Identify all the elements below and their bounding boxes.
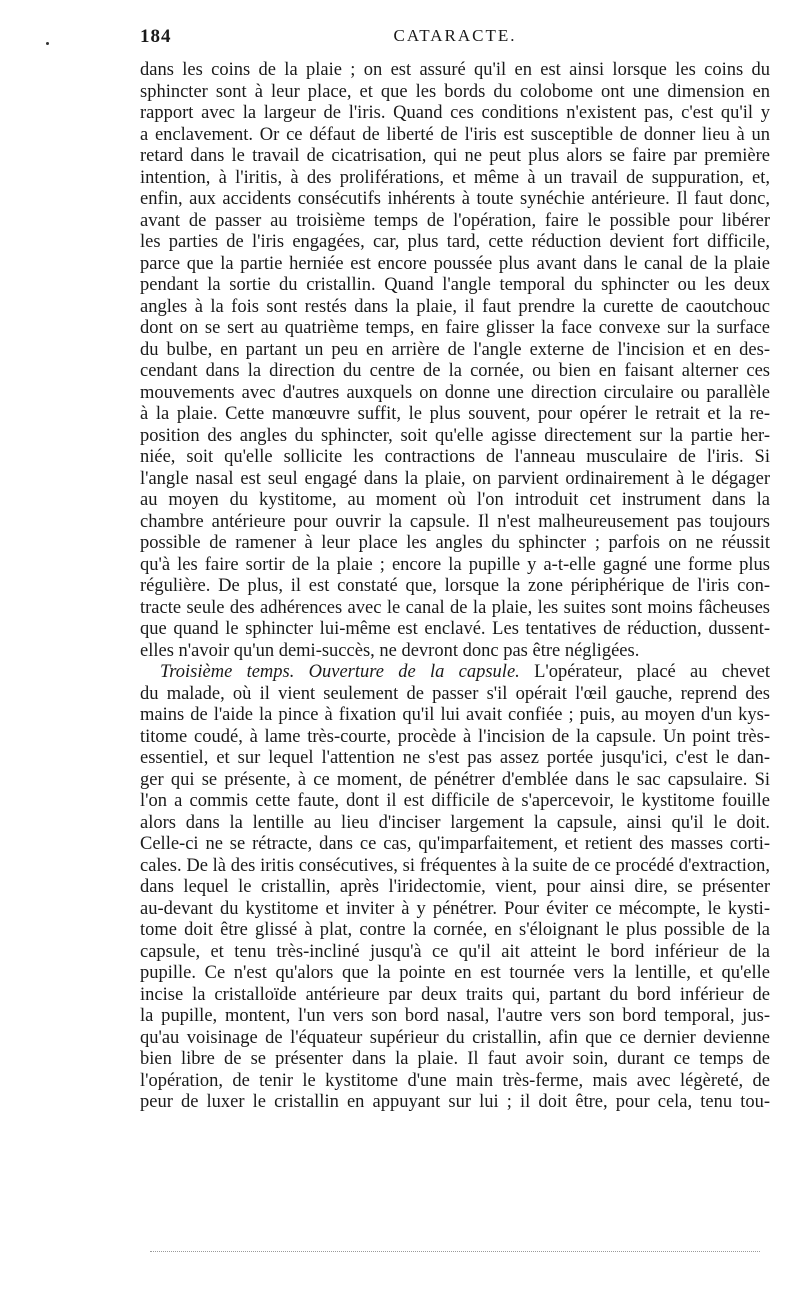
text-line: mouvements avec d'autres auxquels on donne une direction circulaire ou parallèle	[140, 382, 770, 403]
text-line: ger qui se présente, à ce moment, de pénétrer d'emblée dans le sac capsulaire. Si	[140, 769, 770, 790]
margin-speck	[46, 42, 49, 45]
text-line: chambre antérieure pour ouvrir la capsule. Il n'est malheureusement pas toujours	[140, 511, 770, 532]
text-line: rapport avec la largeur de l'iris. Quand ces conditions n'existent pas, c'est qu'il y	[140, 103, 770, 123]
page-number: 184	[140, 26, 172, 47]
text-line: avant de passer au troisième temps de l'opération, faire le possible pour libérer	[140, 210, 770, 231]
text-line: elles n'avoir qu'un demi-succès, ne devront donc pas être négligées.	[140, 640, 640, 661]
text-line: à la plaie. Cette manœuvre suffit, le plus souvent, pour opérer le retrait et la re-	[140, 404, 770, 424]
text-line: mains de l'aide la pince à fixation qu'il lui avait confiée ; puis, au moyen d'un kys-	[140, 705, 770, 725]
text-line: peur de luxer le cristallin en appuyant sur lui ; il doit être, pour cela, tenu tou-	[140, 1092, 770, 1112]
text-line: au-devant du kystitome et inviter à y pénétrer. Pour éviter ce mécompte, le kysti-	[140, 898, 770, 919]
text-line: l'opération, de tenir le kystitome d'une main très-ferme, mais avec légèreté, de	[140, 1070, 770, 1091]
text-line: incise la cristalloïde antérieure par deux traits qui, partant du bord inférieur de	[140, 984, 770, 1005]
text-line: dont on se sert au quatrième temps, en faire glisser la face convexe sur la surface	[140, 318, 770, 338]
text-line: dans les coins de la plaie ; on est assuré qu'il en est ainsi lorsque les coins du	[140, 60, 770, 80]
text-line: dans lequel le cristallin, après l'iridectomie, vient, pour ainsi dire, se présenter	[140, 877, 770, 897]
text-line: tracte seule des adhérences avec le canal de la plaie, les suites sont moins fâcheuses	[140, 597, 770, 618]
paragraph-heading-line	[140, 662, 770, 684]
text-line: qu'à les faire sortir de la plaie ; encore la pupille y a-t-elle gagné une forme plus	[140, 554, 770, 575]
text-line: cendant dans la direction du centre de la cornée, ou bien en faisant alterner ces	[140, 361, 770, 381]
text-line: a enclavement. Or ce défaut de liberté de l'iris est susceptible de donner lieu à un	[140, 124, 770, 145]
text-line: capsule, et tenu très-incliné jusqu'à ce qu'il ait atteint le bord inférieur de la	[140, 941, 770, 962]
text-line: Celle-ci ne se rétracte, dans ce cas, qu'imparfaitement, et retient des masses corti-	[140, 834, 770, 854]
text-line: du bulbe, en partant un peu en arrière de l'angle externe de l'incision et en des-	[140, 339, 770, 360]
text-line: cales. De là des iritis consécutives, si fréquentes à la suite de ce procédé d'extraction,	[140, 855, 770, 876]
page-header	[140, 26, 770, 54]
text-line: que quand le sphincter lui-même est enclavé. Les tentatives de réduction, dussent-	[140, 619, 770, 639]
text-line: du malade, où il vient seulement de passer s'il opérait l'œil gauche, reprend des	[140, 683, 770, 704]
text-line: pupille. Ce n'est qu'alors que la pointe en est tournée vers la lentille, et qu'elle	[140, 963, 770, 983]
text-line: pendant la sortie du cristallin. Quand l'angle temporal du sphincter ou les deux	[140, 275, 770, 295]
body-text	[140, 60, 770, 1114]
text-line: niée, soit qu'elle sollicite les contractions de l'anneau musculaire de l'iris. Si	[140, 447, 770, 467]
text-line: intention, à l'iritis, à des proliférations, et même à un travail de suppuration, et,	[140, 167, 770, 188]
text-line: sphincter sont à leur place, et que les bords du colobome ont une dimension en	[140, 81, 770, 102]
text-line: possible de ramener à leur place les angles du sphincter ; parfois on ne réussit	[140, 533, 770, 553]
text-line: l'angle nasal est seul engagé dans la plaie, on parvient ordinairement à le dégager	[140, 468, 770, 489]
text-line: titome coudé, à lame très-courte, procède à l'incision de la capsule. Un point très-	[140, 726, 770, 747]
text-line: alors dans la lentille au lieu d'inciser largement la capsule, ainsi qu'il le doit.	[140, 812, 770, 833]
text-line: régulière. De plus, il est constaté que, lorsque la zone périphérique de l'iris con-	[140, 576, 770, 596]
text-line: angles à la fois sont restés dans la plaie, il faut prendre la curette de caoutchouc	[140, 296, 770, 317]
text-line: position des angles du sphincter, soit qu'elle agisse directement sur la partie her-	[140, 425, 770, 446]
text-line: l'on a commis cette faute, dont il est difficile de s'apercevoir, le kystitome fouille	[140, 791, 770, 811]
text-line: bien libre de se présenter dans la plaie. Il faut avoir soin, durant ce temps de	[140, 1049, 770, 1069]
running-title: CATARACTE.	[393, 26, 517, 45]
section-heading: Troisième temps.	[160, 662, 295, 682]
bottom-scan-artifact	[150, 1251, 760, 1254]
text-line: tome doit être glissé à plat, contre la cornée, en s'éloignant le plus possible de la	[140, 920, 770, 940]
section-subheading: Ouverture de la capsule.	[308, 662, 520, 682]
text-line: la pupille, montent, l'un vers son bord nasal, l'autre vers son bord temporal, jus-	[140, 1006, 770, 1026]
text-line: au moyen du kystitome, au moment où l'on introduit cet instrument dans la	[140, 490, 770, 510]
text-line: essentiel, et sur lequel l'attention ne s'est pas assez portée jusqu'ici, c'est le dan-	[140, 748, 770, 768]
text-line: qu'au voisinage de l'équateur supérieur du cristallin, afin que ce dernier devienne	[140, 1027, 770, 1048]
text-line: retard dans le travail de cicatrisation, qui ne peut plus alors se faire par première	[140, 146, 770, 166]
heading-line-rest: L'opérateur, placé au chevet	[534, 662, 770, 682]
text-line: enfin, aux accidents consécutifs inhérents à toute synéchie antérieure. Il faut donc,	[140, 189, 770, 209]
text-line: les parties de l'iris engagées, car, plus tard, cette réduction devient fort difficile,	[140, 232, 770, 252]
text-line: parce que la partie herniée est encore poussée plus avant dans le canal de la plaie	[140, 253, 770, 274]
